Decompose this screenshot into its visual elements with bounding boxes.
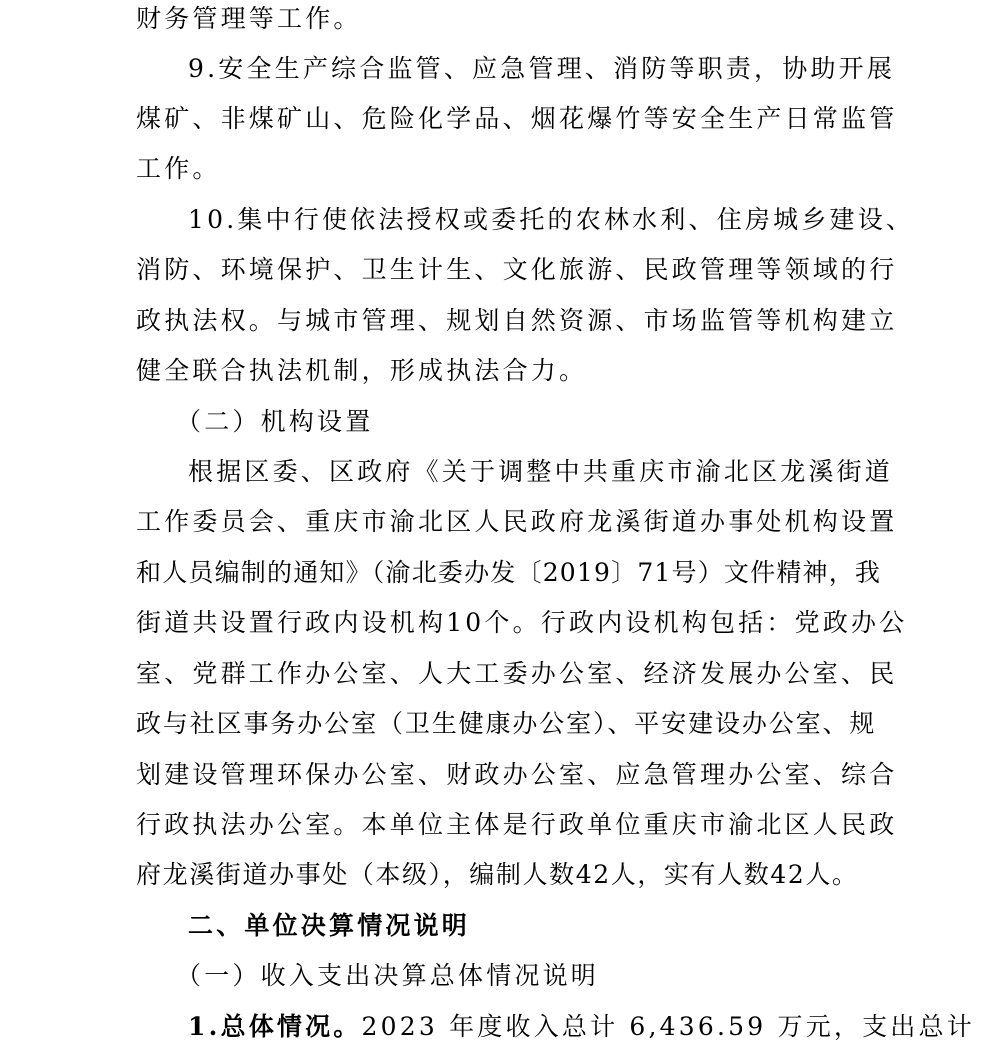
text-line-10: 根据区委、区政府《关于调整中共重庆市渝北区龙溪街道 [188,457,894,486]
text-line-12: 和人员编制的通知》（渝北委办发〔2019〕71号）文件精神，我 [136,558,882,587]
text-line-6: 消防、环境保护、卫生计生、文化旅游、民政管理等领域的行 [136,255,898,284]
text-line-15: 政与社区事务办公室（卫生健康办公室）、平安建设办公室、规 [136,709,876,738]
text-line-17: 行政执法办公室。本单位主体是行政单位重庆市渝北区人民政 [136,810,898,839]
text-line-13: 街道共设置行政内设机构10个。行政内设机构包括：党政办公 [136,608,908,637]
section-heading-org: （二）机构设置 [176,407,374,436]
text-line-8: 健全联合执法机制，形成执法合力。 [136,356,588,385]
text-line-18: 府龙溪街道办事处（本级），编制人数42人，实有人数42人。 [136,860,859,889]
text-line-1: 财务管理等工作。 [136,4,362,33]
text-line-3: 煤矿、非煤矿山、危险化学品、烟花爆竹等安全生产日常监管 [136,104,898,133]
text-line-16: 划建设管理环保办公室、财政办公室、应急管理办公室、综合 [136,760,898,789]
section-heading-2: 二、单位决算情况说明 [188,911,471,940]
text-line-14: 室、党群工作办公室、人大工委办公室、经济发展办公室、民 [136,659,898,688]
text-line-11: 工作委员会、重庆市渝北区人民政府龙溪街道办事处机构设置 [136,507,898,536]
text-line-21 [188,1010,975,1044]
overall-situation-heading: 1.总体情况。 [188,1012,362,1041]
subsection-heading-1: （一）收入支出决算总体情况说明 [176,961,600,990]
text-line-2: 9.安全生产综合监管、应急管理、消防等职责，协助开展 [188,54,896,83]
text-line-5: 10.集中行使依法授权或委托的农林水利、住房城乡建设、 [188,205,915,234]
overall-situation-text: 2023 年度收入总计 6,436.59 万元，支出总计 [361,1012,975,1041]
text-line-7: 政执法权。与城市管理、规划自然资源、市场监管等机构建立 [136,306,898,335]
text-line-4: 工作。 [136,154,221,183]
